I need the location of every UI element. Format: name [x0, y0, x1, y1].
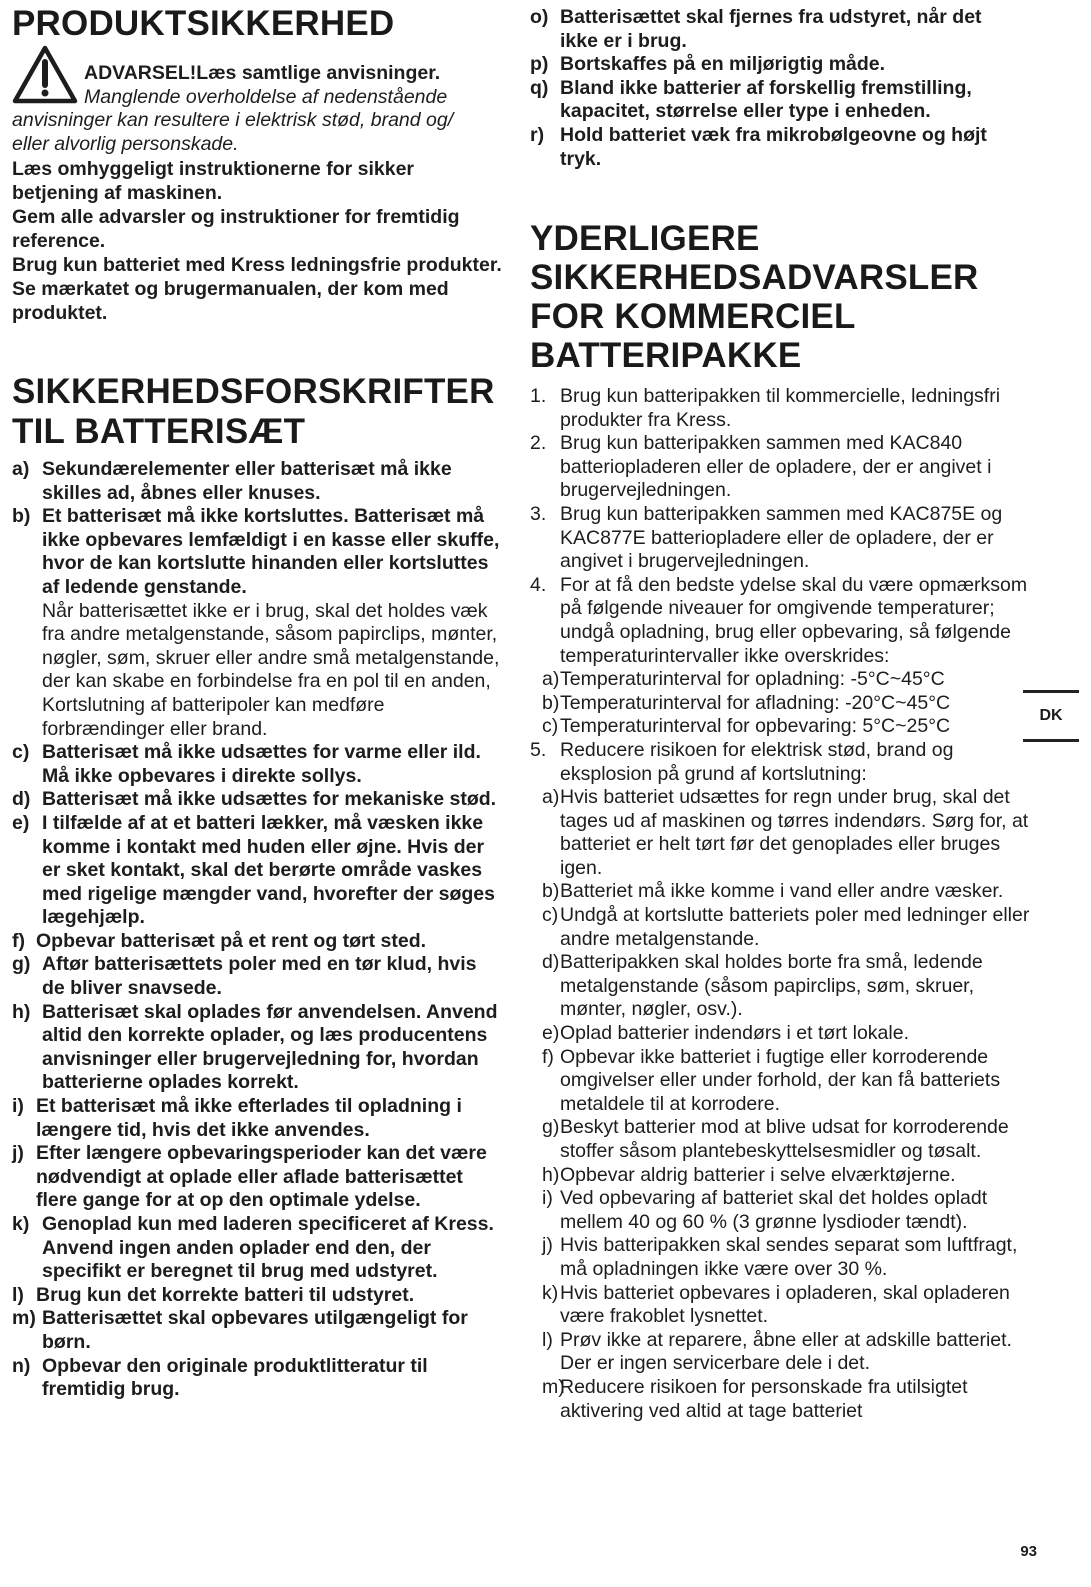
sub-item: b) Batteriet må ikke komme i vand eller andre væsker.: [542, 880, 1004, 903]
intro-paragraph: Gem alle advarsler og instruktioner for fremtidig reference.: [12, 206, 460, 252]
intro-block: [12, 157, 504, 325]
language-tab: DK: [1023, 690, 1079, 742]
warning-text-2: anvisninger kan resultere i elektrisk stød, brand og/: [12, 109, 454, 131]
list-item: 5. Reducere risikoen for elektrisk stød, brand og eksplosion på grund af kortslutning: a) Hvis batteriet udsættes for regn under brug, skal det tages ud af maskinen og tørres indendørs. Sørg for, at batteriet er helt tørt før det genoplades eller bruges igen. b) Batteriet må ikke komme i vand eller andre væsker. c) Undgå at kortslutte batteriets poler med ledninger eller andre metalgenstande. d) Batteripakken skal holdes borte fra små, ledende metalgenstande (såsom papirclips, søm, skruer, mønter, nøgler, osv.). e) Oplad batterier indendørs i et tørt lokale. f) Opbevar ikke batteriet i fugtige eller korroderende omgivelser eller under forhold, der kan få batteriets metaldele til at korrodere. g) Beskyt batterier mod at blive udsat for korroderende stoffer såsom plantebeskyttelsesmidler og tøsalt. h) Opbevar aldrig batterier i selve elværktøjerne. i) Ved opbevaring af batteriet skal det holdes opladt mellem 40 og 60 % (3 grønne lysdioder tændt). j) Hvis batteripakken skal sendes separat som luftfragt, må opladningen ikke være over 30 %. k) Hvis batteriet opbevares i opladeren, skal opladeren være frakoblet lysnettet. l) Prøv ikke at reparere, åbne eller at adskille batteriet. Der er ingen servicerbare dele i det. m) Reducere risikoen for personskade fra utilsigtet aktivering ved altid at tage batteriet: [530, 738, 1030, 1422]
sub-item: k) Hvis batteriet opbevares i opladeren, skal opladeren være frakoblet lysnettet.: [542, 1281, 1010, 1328]
list-item: c) Batterisæt må ikke udsættes for varme eller ild. Må ikke opbevares i direkte sollys.: [12, 741, 481, 787]
list-item: 4. For at få den bedste ydelse skal du være opmærksom på følgende niveauer for omgivende temperaturer; undgå opladning, brug eller opbevaring, så følgende temperaturintervaller ikke overskrides: a) Temperaturinterval for opladning: -5°C~45°C b) Temperaturinterval for afladning: -20°C~45°C c) Temperaturinterval for opbevaring: 5°C~25°C: [530, 574, 1030, 739]
heading-battery-safety: SIKKERHEDSFORSKRIFTER TIL BATTERISÆT: [12, 372, 495, 451]
list-item: f) Opbevar batterisæt på et rent og tørt sted.: [12, 929, 427, 952]
list-item: e) I tilfælde af at et batteri lækker, må væsken ikke komme i kontakt med huden eller øjne. Hvis der er sket kontakt, skal det berørte område vaskes med rigelige mængder vand, hvorefter der søges lægehjælp.: [12, 811, 495, 929]
page-number: 93: [1020, 1543, 1037, 1560]
commercial-battery-list: [530, 385, 1030, 1423]
sub-item: m) Reducere risikoen for personskade fra utilsigtet aktivering ved altid at tage batteriet: [542, 1375, 968, 1422]
warning-text-3: eller alvorlig personskade.: [12, 132, 239, 155]
list-item: o) Batterisættet skal fjernes fra udstyret, når det ikke er i brug.: [530, 6, 982, 52]
warning-block: [12, 45, 504, 156]
intro-paragraph: Læs omhyggeligt instruktionerne for sikker betjening af maskinen.: [12, 158, 414, 204]
sub-item: i) Ved opbevaring af batteriet skal det holdes opladt mellem 40 og 60 % (3 grønne lysdioder tændt).: [542, 1187, 988, 1233]
battery-rules-list-continued: [530, 6, 1010, 171]
sub-item: l) Prøv ikke at reparere, åbne eller at adskille batteriet. Der er ingen servicerbare dele i det.: [542, 1328, 1012, 1375]
sub-item: e) Oplad batterier indendørs i et tørt lokale.: [542, 1022, 909, 1045]
list-item: 3. Brug kun batteripakken sammen med KAC875E og KAC877E batteriopladere eller de opladere, der er angivet i brugervejledningen.: [530, 502, 1003, 573]
warning-text-1: Manglende overholdelse af nedenstående: [84, 85, 448, 108]
list-item: p) Bortskaffes på en miljørigtig måde.: [530, 53, 886, 76]
list-item: g) Aftør batterisættets poler med en tør klud, hvis de bliver snavsede.: [12, 953, 477, 1000]
list-item: d) Batterisæt må ikke udsættes for mekaniske stød.: [12, 788, 497, 811]
sub-item: a) Temperaturinterval for opladning: -5°C~45°C: [542, 668, 945, 691]
temperature-sublist: [542, 668, 1030, 739]
list-item: j) Efter længere opbevaringsperioder kan det være nødvendigt at oplade eller aflade batterisættet flere gange for at op den optimale ydelse.: [12, 1142, 487, 1212]
warning-title: ADVARSEL!Læs samtlige anvisninger.: [84, 62, 441, 84]
battery-rules-list: [12, 458, 500, 1402]
warning-triangle-icon: [12, 45, 78, 105]
list-item: q) Bland ikke batterier af forskellig fremstilling, kapacitet, størrelse eller type i enheden.: [530, 76, 972, 123]
list-item: 2. Brug kun batteripakken sammen med KAC840 batteriopladeren eller de opladere, der er angivet i brugervejledningen.: [530, 432, 992, 502]
list-item: l) Brug kun det korrekte batteri til udstyret.: [12, 1283, 415, 1306]
sub-item: g) Beskyt batterier mod at blive udsat for korroderende stoffer såsom plantebeskyttelsesmidler og tøsalt.: [542, 1116, 1009, 1162]
sub-item: f) Opbevar ikke batteriet i fugtige eller korroderende omgivelser eller under forhold, der kan få batteriets metaldele til at korrodere.: [542, 1045, 1001, 1115]
sub-item: a) Hvis batteriet udsættes for regn under brug, skal det tages ud af maskinen og tørres indendørs. Sørg for, at batteriet er helt tørt før det genoplades eller bruges igen.: [542, 786, 1029, 879]
list-item: i) Et batterisæt må ikke efterlades til opladning i længere tid, hvis det ikke anvendes.: [12, 1095, 462, 1141]
list-item: a) Sekundærelementer eller batterisæt må ikke skilles ad, åbnes eller knuses.: [12, 458, 452, 504]
sub-item: j) Hvis batteripakken skal sendes separat som luftfragt, må opladningen ikke være over 30 %.: [542, 1234, 1018, 1280]
list-item: r) Hold batteriet væk fra mikrobølgeovne og højt tryk.: [530, 123, 987, 170]
heading-product-safety: PRODUKTSIKKERHED: [12, 4, 395, 43]
list-item: b) Et batterisæt må ikke kortsluttes. Batterisæt må ikke opbevares lemfældigt i en kasse eller skuffe, hvor de kan kortslutte hinanden eller kortsluttes af ledende genstande. Når batterisættet ikke er i brug, skal det holdes væk fra andre metalgenstande, såsom papirclips, mønter, nøgler, søm, skruer eller andre små metalgenstande, der kan skabe en forbindelse fra en pol til en anden, Kortslutning af batteripoler kan medføre forbrændinger eller brand.: [12, 505, 500, 740]
sub-item: h) Opbevar aldrig batterier i selve elværktøjerne.: [542, 1163, 956, 1186]
sub-item: c) Temperaturinterval for opbevaring: 5°C~25°C: [542, 715, 951, 738]
intro-paragraph: Brug kun batteriet med Kress ledningsfrie produkter. Se mærkatet og brugermanualen, der kom med produktet.: [12, 254, 502, 324]
sub-item: b) Temperaturinterval for afladning: -20°C~45°C: [542, 691, 951, 714]
heading-commercial-battery: YDERLIGERE SIKKERHEDSADVARSLER FOR KOMMERCIEL BATTERIPAKKE: [530, 219, 979, 375]
list-item: k) Genoplad kun med laderen specificeret af Kress. Anvend ingen anden oplader end den, der specifikt er beregnet til brug med udstyret.: [12, 1213, 494, 1283]
sub-item: c) Undgå at kortslutte batteriets poler med ledninger eller andre metalgenstande.: [542, 904, 1030, 950]
list-item: n) Opbevar den originale produktlitteratur til fremtidig brug.: [12, 1354, 428, 1401]
list-item: h) Batterisæt skal oplades før anvendelsen. Anvend altid den korrekte oplader, og læs producentens anvisninger eller brugervejledning for, hvordan batterierne oplades korrekt.: [12, 1000, 498, 1094]
list-item: 1. Brug kun batteripakken til kommercielle, ledningsfri produkter fra Kress.: [530, 385, 1001, 431]
sub-item: d) Batteripakken skal holdes borte fra små, ledende metalgenstande (såsom papirclips, søm, skruer, mønter, nøgler, osv.).: [542, 951, 983, 1021]
list-item: m) Batterisættet skal opbevares utilgængeligt for børn.: [12, 1307, 468, 1353]
short-circuit-sublist: [542, 786, 1030, 1423]
